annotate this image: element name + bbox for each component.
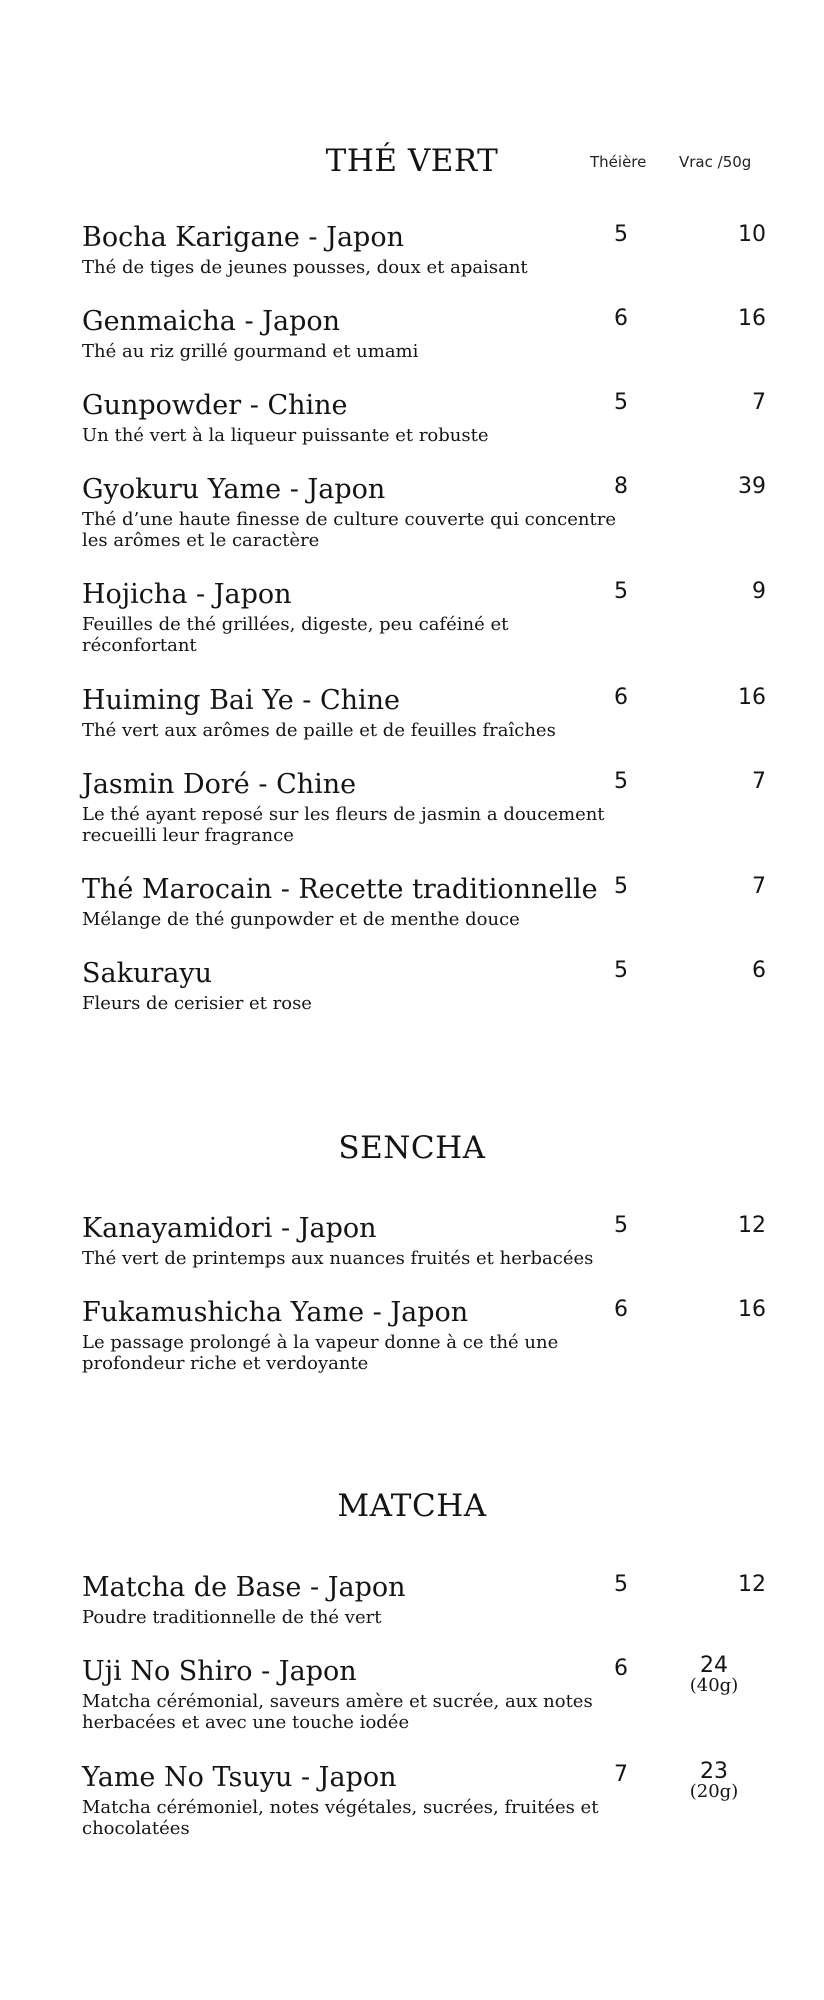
item-name: Fukamushicha Yame - Japon [82,1297,469,1328]
item-description: Un thé vert à la liqueur puissante et robuste [82,425,489,446]
price-bulk: 16 [738,1297,766,1322]
price-bulk [678,1759,750,1802]
section-title: MATCHA [337,1488,487,1524]
item-name: Genmaicha - Japon [82,306,341,337]
price-bulk-value: 23 [700,1759,728,1784]
price-bulk: 7 [752,390,766,415]
item-description: Thé d’une haute finesse de culture couverte qui concentre les arômes et le caractère [82,509,616,551]
item-description: Thé de tiges de jeunes pousses, doux et apaisant [82,257,528,278]
price-bulk-quantity: (20g) [689,1781,739,1802]
item-description: Le passage prolongé à la vapeur donne à ce thé une profondeur riche et verdoyante [82,1332,559,1374]
price-teapot: 5 [614,579,628,604]
item-name: Hojicha - Japon [82,579,292,610]
price-teapot: 6 [614,685,628,710]
price-teapot: 5 [614,1213,628,1238]
item-description: Fleurs de cerisier et rose [82,993,312,1014]
price-teapot: 8 [614,474,628,499]
item-description: Feuilles de thé grillées, digeste, peu caféiné et réconfortant [82,614,509,656]
price-teapot: 5 [614,390,628,415]
price-teapot: 6 [614,1656,628,1681]
item-description: Poudre traditionnelle de thé vert [82,1607,382,1628]
item-name: Sakurayu [82,958,212,989]
price-bulk: 12 [738,1572,766,1597]
price-bulk: 39 [738,474,766,499]
price-bulk-value: 24 [700,1653,728,1678]
item-name: Kanayamidori - Japon [82,1213,377,1244]
item-description: Matcha cérémonial, saveurs amère et sucrée, aux notes herbacées et avec une touche iodée [82,1691,593,1733]
price-bulk: 16 [738,685,766,710]
column-header-bulk: Vrac /50g [679,153,752,171]
price-teapot: 6 [614,1297,628,1322]
item-description: Matcha cérémoniel, notes végétales, sucrées, fruitées et chocolatées [82,1797,599,1839]
price-teapot: 6 [614,306,628,331]
price-teapot: 5 [614,1572,628,1597]
price-teapot: 5 [614,769,628,794]
section-title: SENCHA [338,1130,486,1166]
section-title: THÉ VERT [325,143,499,179]
item-name: Matcha de Base - Japon [82,1572,406,1603]
price-bulk [678,1653,750,1696]
item-description: Thé au riz grillé gourmand et umami [82,341,419,362]
item-name: Yame No Tsuyu - Japon [82,1762,397,1793]
item-description: Thé vert de printemps aux nuances fruités et herbacées [82,1248,594,1269]
price-bulk: 12 [738,1213,766,1238]
item-name: Huiming Bai Ye - Chine [82,685,401,716]
price-bulk: 6 [752,958,766,983]
price-teapot: 5 [614,222,628,247]
item-name: Gunpowder - Chine [82,390,348,421]
price-bulk: 9 [752,579,766,604]
item-description: Mélange de thé gunpowder et de menthe douce [82,909,520,930]
item-name: Thé Marocain - Recette traditionnelle [82,874,598,905]
item-name: Gyokuru Yame - Japon [82,474,386,505]
item-description: Le thé ayant reposé sur les fleurs de jasmin a doucement recueilli leur fragrance [82,804,605,846]
price-teapot: 5 [614,958,628,983]
price-bulk: 10 [738,222,766,247]
item-name: Bocha Karigane - Japon [82,222,404,253]
column-header-teapot: Théière [590,153,647,171]
item-name: Jasmin Doré - Chine [82,769,357,800]
item-name: Uji No Shiro - Japon [82,1656,357,1687]
price-teapot: 5 [614,874,628,899]
price-bulk: 7 [752,874,766,899]
price-bulk-quantity: (40g) [689,1675,739,1696]
price-bulk: 16 [738,306,766,331]
item-description: Thé vert aux arômes de paille et de feuilles fraîches [82,720,556,741]
price-teapot: 7 [614,1762,628,1787]
price-bulk: 7 [752,769,766,794]
